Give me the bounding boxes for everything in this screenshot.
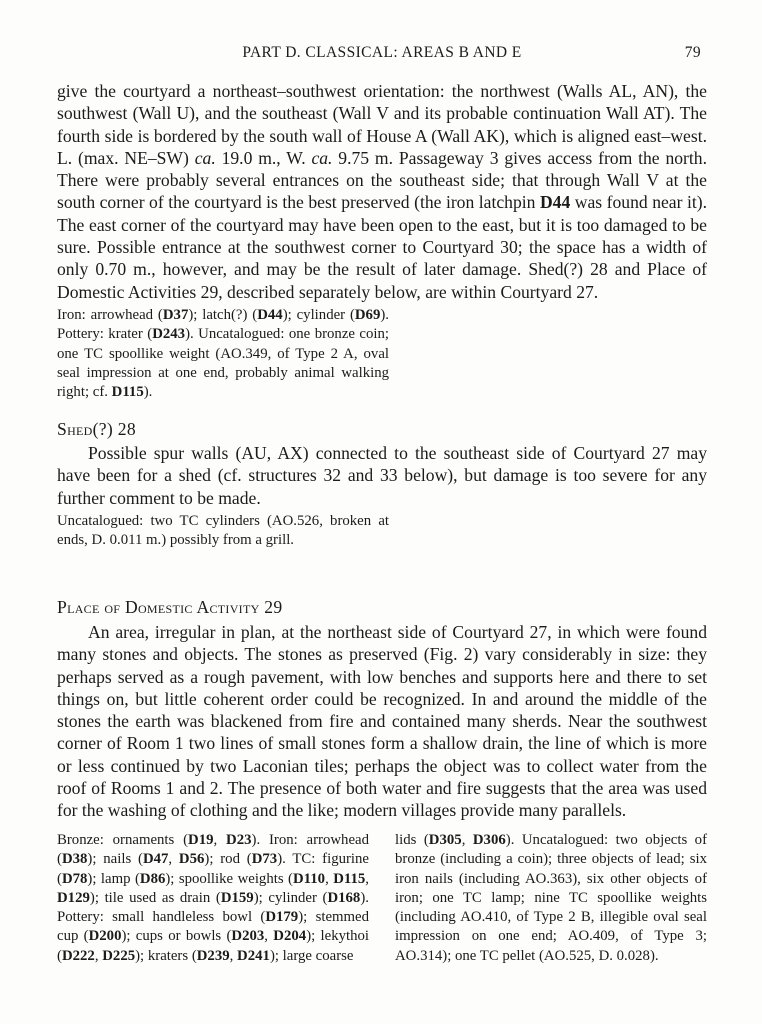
shed-catalogue-note: Uncatalogued: two TC cylinders (AO.526, broken at ends, D. 0.011 m.) possibly from a grill. bbox=[57, 513, 389, 549]
running-header bbox=[57, 44, 707, 62]
catalogue-column-left: Bronze: ornaments (D19, D23). Iron: arrowhead (D38); nails (D47, D56); rod (D73). TC: figurine (D78); lamp (D86); spoollike weights (D110, D115, D129); tile used as drain (D159); cylinder (D168). Pottery: small handleless bowl (D179); stemmed cup (D200); cups or bowls (D203, D204); lekythoi (D222, D225); kraters (D239, D241); large coarse bbox=[57, 832, 370, 964]
intro-continuation-paragraph: give the courtyard a northeast–southwest orientation: the northwest (Walls AL, AN), the southwest (Wall U), and the southeast (Wall V and its probable continuation Wall AT). The fourth side is bordered by the south wall of House A (Wall AK), which is aligned east–west. L. (max. NE–SW) ca. 19.0 m., W. ca. 9.75 m. Passageway 3 gives access from the north. There were probably several entrances on the southeast side; that through Wall V at the south corner of the courtyard is the best preserved (the iron latchpin D44 was found near it). The east corner of the courtyard may have been open to the east, but it is too damaged to be sure. Possible entrance at the southwest corner to Courtyard 30; the space has a width of only 0.70 m., however, and may be the result of later damage. Shed(?) 28 and Place of Domestic Activities 29, described separately below, are within Courtyard 27. bbox=[57, 81, 708, 302]
section-heading-shed: Shed(?) 28 bbox=[57, 419, 136, 439]
intro-catalogue-note: Iron: arrowhead (D37); latch(?) (D44); cylinder (D69). Pottery: krater (D243). Uncatalogued: one bronze coin; one TC spoollike weight (AO.349, of Type 2 A, oval seal impression at one end, probably animal walking right; cf. D115). bbox=[57, 307, 389, 401]
catalogue-column-right: lids (D305, D306). Uncatalogued: two objects of bronze (including a coin); three objects of lead; six iron nails (including AO.363), six other objects of iron; one TC lamp; nine TC spoollike weights (including AO.410, of Type 2 B, illegible oval seal impression on one end; AO.409, of Type 3; AO.314); one TC pellet (AO.525, D. 0.028). bbox=[395, 832, 708, 964]
domestic-activity-paragraph: An area, irregular in plan, at the northeast side of Courtyard 27, in which were found many stones and objects. The stones as preserved (Fig. 2) vary considerably in size: they perhaps served as a rough pavement, with low benches and supports here and there to set things on, but little coherent order could be recognized. In and around the middle of the stones the earth was blackened from fire and contained many sherds. Near the southwest corner of Room 1 two lines of small stones form a shallow drain, the line of which is more or less continued by two Laconian tiles; perhaps the object was to collect water from the roof of Rooms 1 and 2. The presence of both water and fire suggests that the area was used for the washing of clothing and the like; modern villages provide many parallels. bbox=[57, 622, 707, 821]
section-heading-domestic-activity: Place of Domestic Activity 29 bbox=[57, 597, 283, 617]
running-header-title: PART D. CLASSICAL: AREAS B AND E bbox=[242, 44, 522, 61]
shed-paragraph: Possible spur walls (AU, AX) connected to the southeast side of Courtyard 27 may have been for a shed (cf. structures 32 and 33 below), but damage is too severe for any further comment to be made. bbox=[57, 443, 707, 508]
domestic-catalogue-note bbox=[57, 831, 707, 966]
page-number: 79 bbox=[684, 44, 701, 61]
